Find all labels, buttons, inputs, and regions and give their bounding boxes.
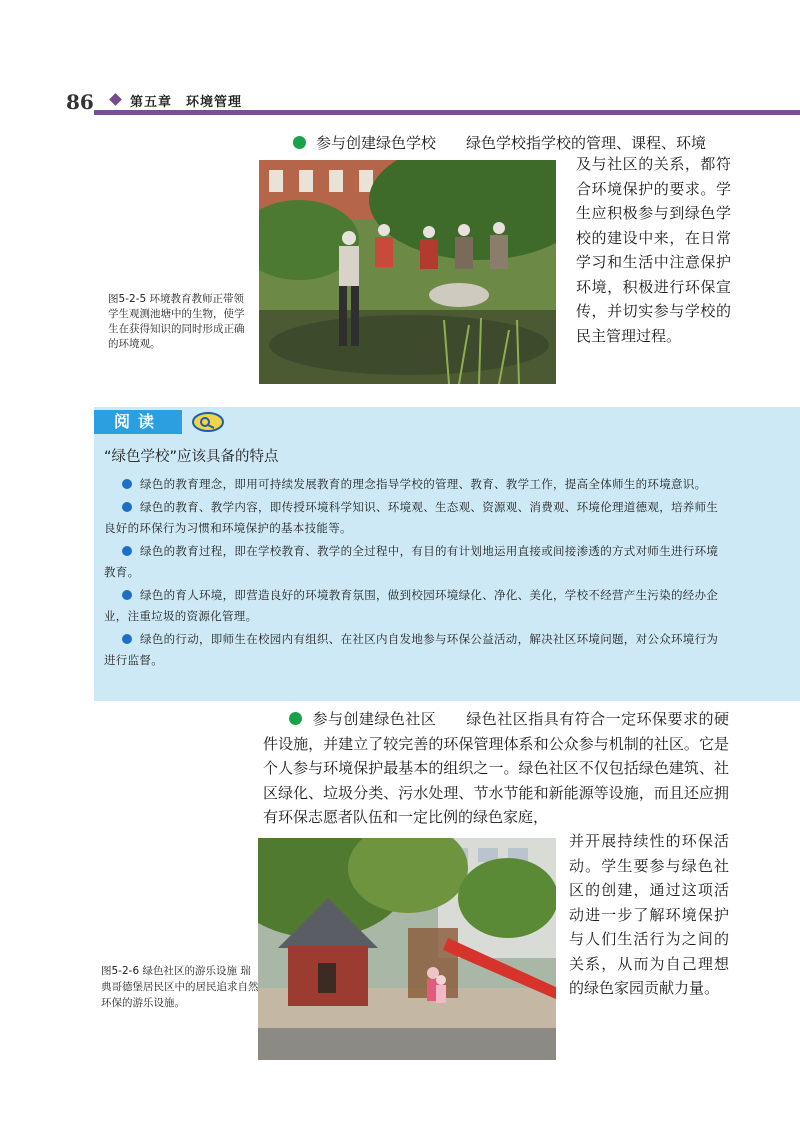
figure2-caption: 图5-2-6 绿色社区的游乐设施 瑞典哥德堡居民区中的居民追求自然环保的游乐设施。 xyxy=(101,965,259,1009)
blue-bullet-icon xyxy=(122,634,132,644)
reading-item-text: 绿色的育人环境，即营造良好的环境教育氛围，做到校园环境绿化、净化、美化，学校不经营产生污染的经办企业，注重垃圾的资源化管理。 xyxy=(104,588,719,623)
photo-pond-observation xyxy=(259,160,556,384)
section1-heading: 参与创建绿色学校 xyxy=(316,134,437,152)
blue-bullet-icon xyxy=(122,502,132,512)
diamond-icon xyxy=(109,93,122,106)
page-number: 86 xyxy=(66,90,94,114)
magnifier-icon xyxy=(191,411,225,433)
blue-bullet-icon xyxy=(122,479,132,489)
reading-tab: 阅读 xyxy=(94,410,182,434)
photo-playground xyxy=(258,838,556,1060)
section2-heading: 参与创建绿色社区 xyxy=(312,710,437,728)
section1-first-line: 绿色学校指学校的管理、课程、环境 xyxy=(466,134,707,152)
reading-item-text: 绿色的教育、教学内容，即传授环境科学知识、环境观、生态观、资源观、消费观、环境伦理道德观，培养师生良好的环保行为习惯和环境保护的基本技能等。 xyxy=(104,500,719,535)
blue-bullet-icon xyxy=(122,590,132,600)
reading-title: “绿色学校”应该具备的特点 xyxy=(104,449,279,465)
blue-bullet-icon xyxy=(122,546,132,556)
green-bullet-icon xyxy=(289,712,302,725)
reading-item-text: 绿色的行动，即师生在校园内有组织、在社区内自发地参与环保公益活动，解决社区环境问题，对公众环境行为进行监督。 xyxy=(104,632,719,667)
header-rule xyxy=(94,110,800,115)
reading-item xyxy=(104,629,724,671)
section1-body: 及与社区的关系，都符合环境保护的要求。学生应积极参与到绿色学校的建设中来，在日常学习和生活中注意保护环境，积极进行环保宣传，并切实参与学校的民主管理过程。 xyxy=(576,155,731,345)
reading-item xyxy=(104,474,724,495)
figure1-caption: 图5-2-5 环境教育教师正带领学生观测池塘中的生物，使学生在获得知识的同时形成正确的环境观。 xyxy=(108,293,245,350)
reading-item xyxy=(104,541,724,583)
reading-item xyxy=(104,497,724,539)
green-bullet-icon xyxy=(293,136,306,149)
chapter-title: 第五章 环境管理 xyxy=(130,95,243,110)
reading-item-text: 绿色的教育理念，即用可持续发展教育的理念指导学校的管理、教育、教学工作，提高全体师生的环境意识。 xyxy=(140,477,707,491)
reading-item xyxy=(104,585,724,627)
section2-text: 绿色社区指具有符合一定环保要求的硬件设施，并建立了较完善的环保管理体系和公众参与机制的社区。它是个人参与环境保护最基本的组织之一。绿色社区不仅包括绿色建筑、社区绿化、垃圾分类、污水处理、节水节能和新能源等设施，而且还应拥有环保志愿者队伍和一定比例的绿色家庭， xyxy=(263,710,729,826)
section2-paragraph xyxy=(263,707,729,830)
reading-list xyxy=(104,474,724,673)
reading-item-text: 绿色的教育过程，即在学校教育、教学的全过程中，有目的有计划地运用直接或间接渗透的方式对师生进行环境教育。 xyxy=(104,544,719,579)
section2-side-text: 并开展持续性的环保活动。学生要参与绿色社区的创建，通过这项活动进一步了解环境保护与人们生活行为之间的关系，从而为自己理想的绿色家园贡献力量。 xyxy=(569,832,729,997)
